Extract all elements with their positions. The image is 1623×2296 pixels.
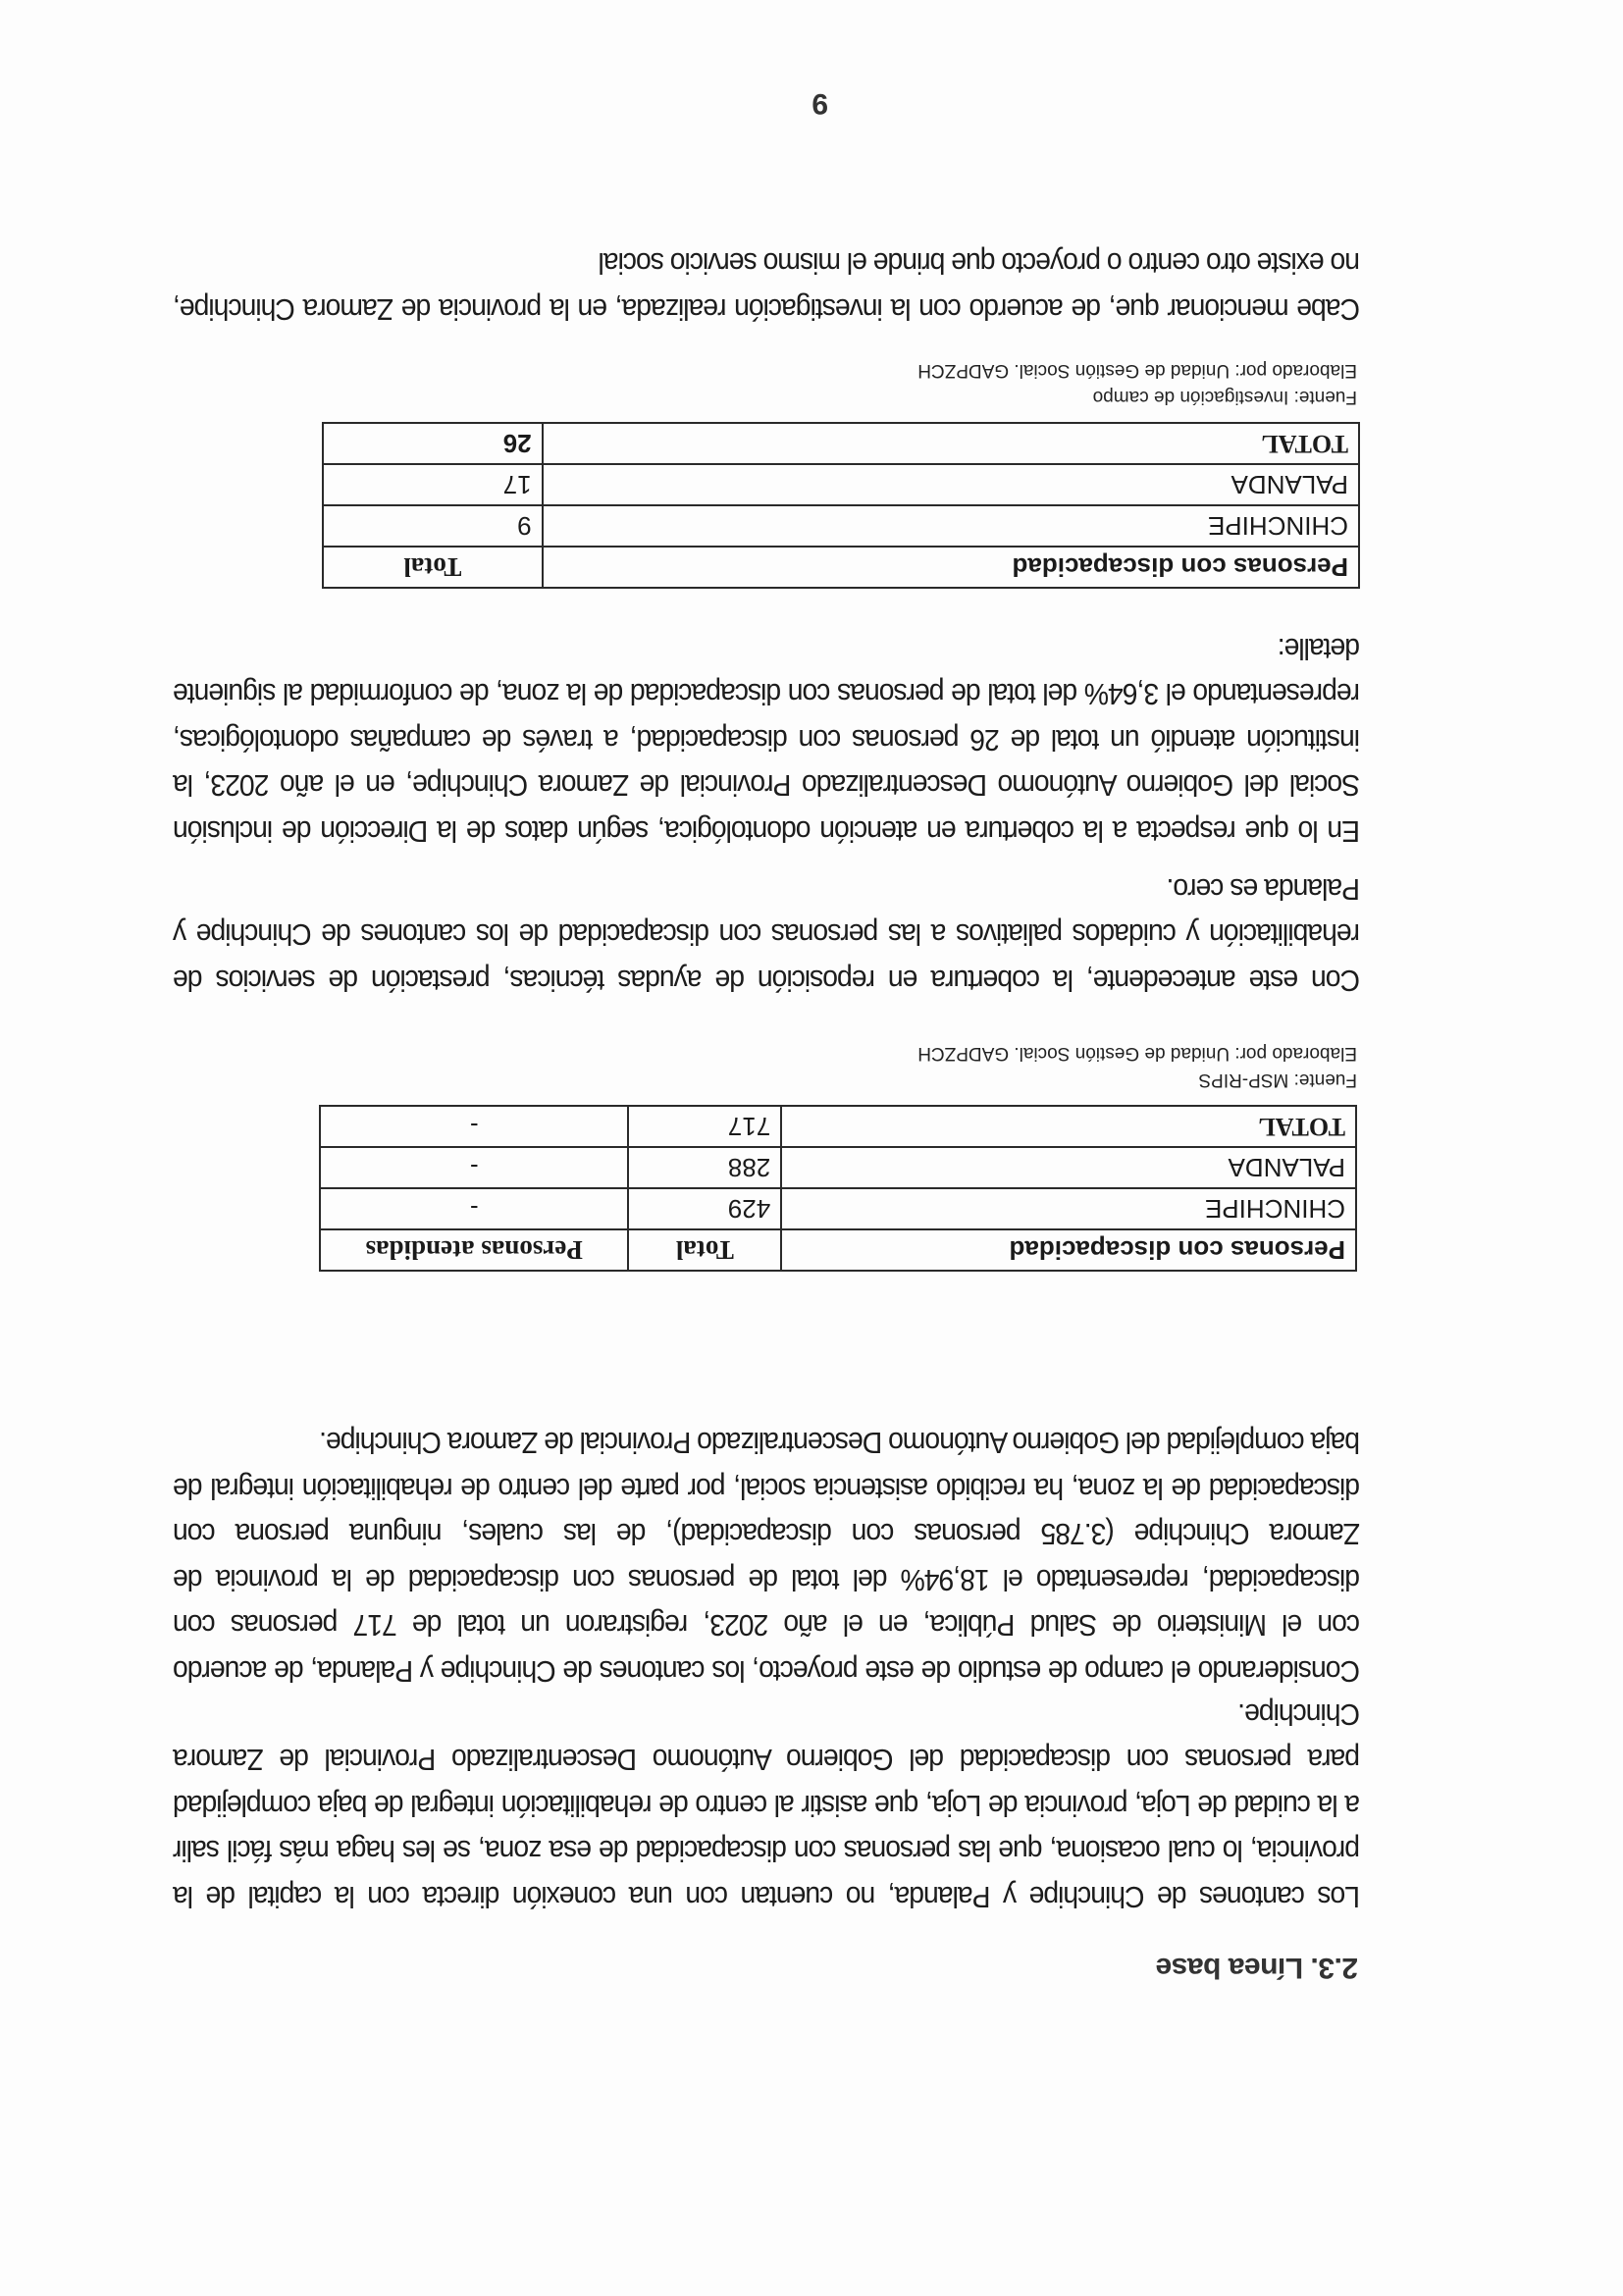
total-cell: 9 bbox=[323, 505, 543, 547]
table-row bbox=[320, 1188, 1356, 1229]
paragraph-text: Los cantones de Chinchipe y Palanda, no cuentan con una conexión directa con la capital de la provincia, lo cual ocasiona, que las personas con discapacidad de esa zona, se les haga más fácil salir a la cuidad de Loja, provincia de Loja, que asistir al centro de rehabilitación integral de baja complejidad para personas con discapacidad del Gobierno Autónomo Descentralizado Provincial de Zamora Chinchipe. bbox=[174, 1697, 1360, 1913]
dental-care-table bbox=[322, 422, 1360, 589]
total-cell: 26 bbox=[323, 423, 543, 464]
table1-notes bbox=[917, 1040, 1357, 1093]
table1-source: Fuente: MSP-RIPS bbox=[1198, 1070, 1357, 1090]
column-header-total: Total bbox=[323, 547, 543, 588]
table-row bbox=[323, 464, 1359, 505]
paragraph-text: Cabe mencionar que, de acuerdo con la investigación realizada, en la provincia de Zamora Chinchipe, no existe otro centro o proyecto que brinde el mismo servicio social bbox=[174, 246, 1360, 326]
paragraph-text: En lo que respecta a la cobertura en atención odontológica, según datos de la Dirección de inclusión Social del Gobierno Autónomo Descentralizado Provincial de Zamora Chinchipe, en el año 2023, la institución atendió un total de 26 personas con discapacidad, a través de campañas odontológicas, representando el 3,64% del total de personas con discapacidad de la zona, de conformidad al siguiente detalle: bbox=[174, 632, 1360, 848]
canton-cell: CHINCHIPE bbox=[781, 1188, 1356, 1229]
column-header-persons: Personas con discapacidad bbox=[543, 547, 1359, 588]
canton-cell: PALANDA bbox=[781, 1147, 1356, 1188]
attended-cell: - bbox=[320, 1106, 628, 1147]
attended-cell: - bbox=[320, 1147, 628, 1188]
canton-cell: PALANDA bbox=[543, 464, 1359, 505]
table-header-row bbox=[323, 547, 1359, 588]
table2-notes bbox=[917, 357, 1357, 410]
canton-cell: CHINCHIPE bbox=[543, 505, 1359, 547]
total-label-cell: TOTAL bbox=[781, 1106, 1356, 1147]
page-number: 9 bbox=[812, 87, 828, 120]
paragraph-coverage-zero bbox=[174, 866, 1360, 1004]
table2-source: Fuente: Investigación de campo bbox=[1092, 387, 1357, 407]
table-header-row bbox=[320, 1229, 1356, 1271]
paragraph-registered-persons bbox=[174, 1420, 1360, 1694]
total-cell: 429 bbox=[628, 1188, 781, 1229]
total-cell: 17 bbox=[323, 464, 543, 505]
paragraph-dental-coverage bbox=[174, 626, 1360, 855]
table-total-row bbox=[323, 423, 1359, 464]
total-cell: 717 bbox=[628, 1106, 781, 1147]
column-header-persons: Personas con discapacidad bbox=[781, 1229, 1356, 1271]
paragraph-no-other-center bbox=[174, 240, 1360, 332]
table-row bbox=[323, 505, 1359, 547]
table-row bbox=[320, 1147, 1356, 1188]
paragraph-text: Considerando el campo de estudio de este proyecto, los cantones de Chinchipe y Palanda, de acuerdo con el Ministerio de Salud Pública, en el año 2023, registraron un total de 717 personas con discapacidad, representado el 18,94% del total de personas con discapacidad de la provincia de Zamora Chinchipe (3.785 personas con discapacidad), de las cuales, ninguna persona con discapacidad de la zona, ha recibido asistencia social, por parte del centro de rehabilitación integral de baja complejidad del Gobierno Autónomo Descentralizado Provincial de Zamora Chinchipe. bbox=[174, 1426, 1360, 1688]
column-header-total: Total bbox=[628, 1229, 781, 1271]
total-label-cell: TOTAL bbox=[543, 423, 1359, 464]
table2-elaborated-by: Elaborado por: Unidad de Gestión Social. GADPZCH bbox=[917, 360, 1357, 381]
table-total-row bbox=[320, 1106, 1356, 1147]
total-cell: 288 bbox=[628, 1147, 781, 1188]
table1-elaborated-by: Elaborado por: Unidad de Gestión Social. GADPZCH bbox=[917, 1043, 1357, 1064]
attended-cell: - bbox=[320, 1188, 628, 1229]
section-heading: 2.3. Línea base bbox=[1156, 1952, 1358, 1984]
paragraph-connectivity bbox=[174, 1692, 1360, 1920]
column-header-attended: Personas atendidas bbox=[320, 1229, 628, 1271]
paragraph-text: Con este antecedente, la cobertura en reposición de ayudas técnicas, prestación de servicios de rehabilitación y cuidados paliativos a las personas con discapacidad de los cantones de Chinchipe y Palanda es cero. bbox=[174, 872, 1360, 997]
disability-registry-table bbox=[319, 1105, 1357, 1272]
